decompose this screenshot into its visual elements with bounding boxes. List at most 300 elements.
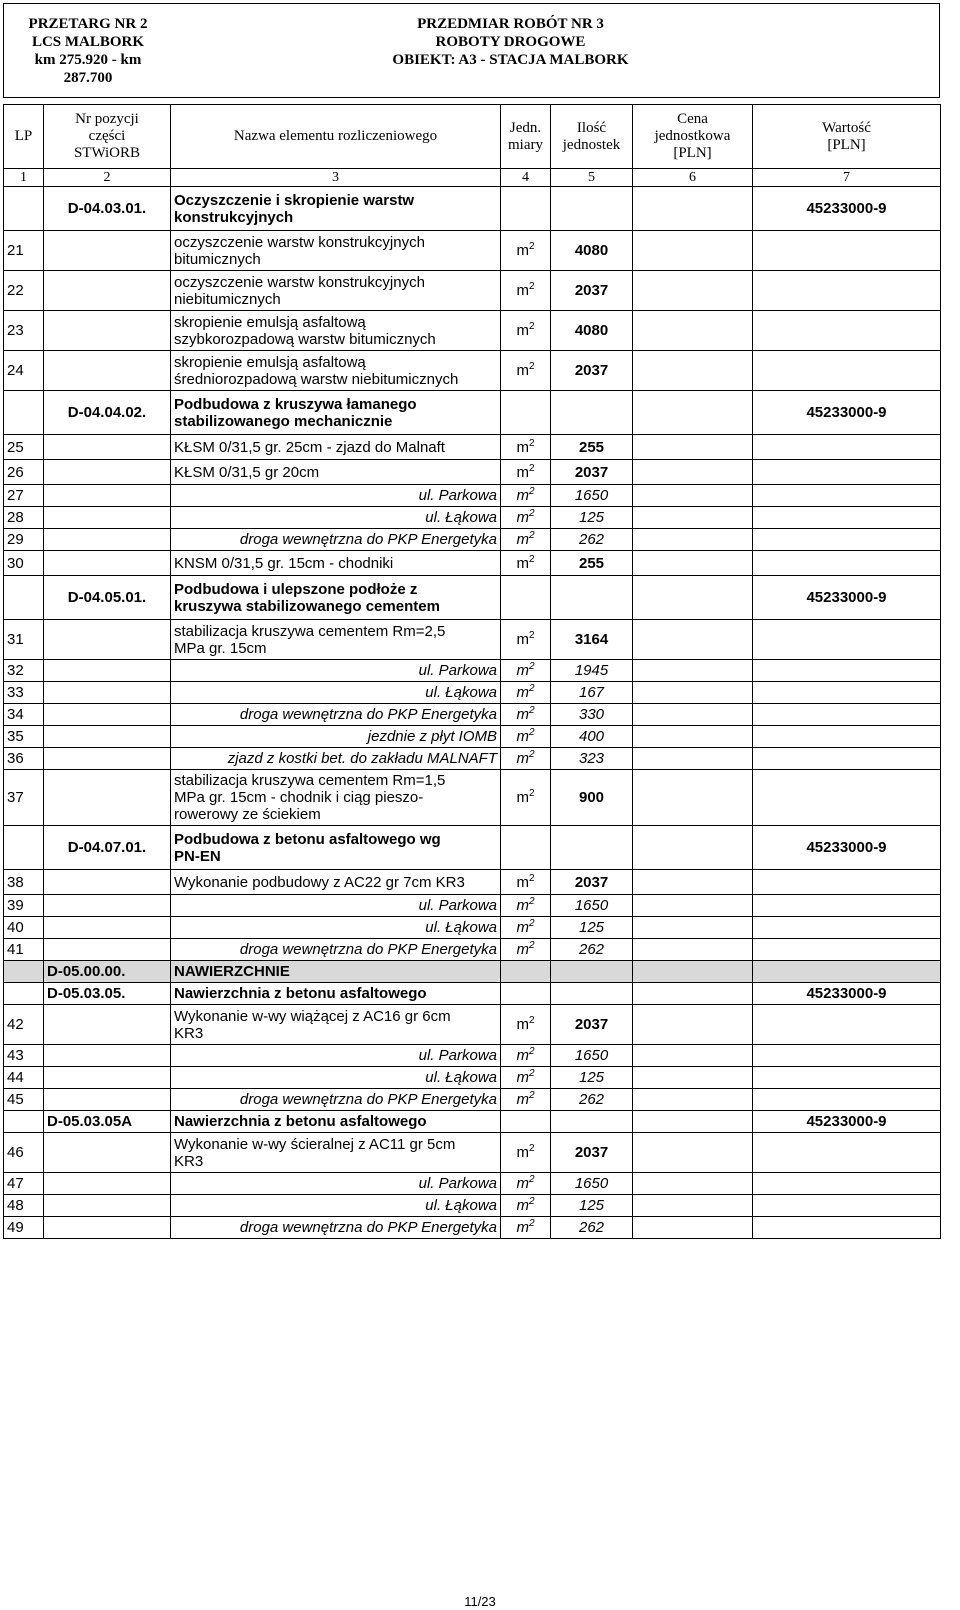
spec-cell	[44, 1089, 171, 1111]
item-name-line: ul. Parkowa	[418, 1175, 497, 1192]
spec-cell	[44, 770, 171, 826]
qty-cell	[551, 826, 633, 870]
spec-cell	[44, 1173, 171, 1195]
lp-number: 48	[7, 1197, 24, 1214]
price-cell	[633, 620, 753, 660]
item-name-line: Wykonanie w-wy wiążącej z AC16 gr 6cm	[174, 1007, 451, 1025]
spec-cell	[44, 682, 171, 704]
unit-label: m	[516, 728, 529, 745]
lp-cell	[4, 187, 44, 231]
spec-code-text: D-05.03.05A	[47, 1113, 133, 1130]
col-price-line: [PLN]	[673, 145, 712, 161]
unit-cell	[501, 1005, 551, 1045]
spec-code-text: D-04.07.01.	[67, 839, 147, 856]
spec-cell	[44, 311, 171, 351]
qty-value: 400	[578, 728, 605, 745]
unit-exponent: 2	[528, 1015, 535, 1026]
price-cell	[633, 1067, 753, 1089]
bill-of-quantities-table	[3, 104, 941, 1239]
item-name-line: Wykonanie w-wy ścieralnej z AC11 gr 5cm	[174, 1135, 456, 1153]
unit-label: m	[516, 1016, 529, 1033]
unit-cell	[501, 748, 551, 770]
unit-cell	[501, 983, 551, 1005]
col-spec-line: STWiORB	[73, 145, 141, 161]
item-name	[171, 435, 501, 460]
item-row	[4, 351, 941, 391]
qty-value: 255	[578, 438, 605, 456]
item-name-line: KR3	[174, 1152, 204, 1170]
unit-m2	[516, 1091, 534, 1108]
spec-cell	[44, 551, 171, 576]
spec-cell	[44, 726, 171, 748]
item-name-line: konstrukcyjnych	[174, 208, 294, 226]
unit-cell	[501, 1173, 551, 1195]
lp-cell	[4, 351, 44, 391]
value-cell	[753, 311, 941, 351]
unit-exponent: 2	[528, 553, 535, 565]
value-cell	[753, 1195, 941, 1217]
unit-label: m	[516, 919, 529, 936]
lp-number: 34	[7, 706, 24, 723]
qty-cell	[551, 1089, 633, 1111]
cpv-code	[753, 576, 941, 620]
unit-label: m	[516, 242, 529, 259]
item-name-line: ul. Parkowa	[418, 1047, 497, 1064]
lp-number: 24	[7, 362, 24, 379]
unit-m2	[516, 706, 534, 723]
qty-value: 125	[578, 1197, 605, 1214]
item-name	[171, 460, 501, 485]
value-cell	[753, 1173, 941, 1195]
item-name-line: średniorozpadową warstw niebitumicznych	[174, 370, 459, 388]
sub-item-row	[4, 1217, 941, 1239]
lp-cell	[4, 485, 44, 507]
lp-cell	[4, 507, 44, 529]
sub-item-row	[4, 529, 941, 551]
unit-cell	[501, 961, 551, 983]
price-cell	[633, 187, 753, 231]
spec-code	[44, 961, 171, 983]
unit-label: m	[516, 531, 529, 548]
item-name-line: KNSM 0/31,5 gr. 15cm - chodniki	[174, 554, 394, 572]
unit-cell	[501, 939, 551, 961]
value-cell	[753, 895, 941, 917]
item-name	[171, 870, 501, 895]
lp-cell	[4, 529, 44, 551]
unit-label: m	[516, 1219, 529, 1236]
sub-item-row	[4, 748, 941, 770]
sub-item-row	[4, 704, 941, 726]
value-cell	[753, 704, 941, 726]
lp-number: 31	[7, 631, 24, 648]
value-cell	[753, 435, 941, 460]
price-cell	[633, 1217, 753, 1239]
qty-value: 262	[578, 1091, 605, 1108]
item-name-line: ul. Łąkowa	[425, 684, 497, 701]
qty-value: 1650	[574, 1047, 609, 1064]
price-cell	[633, 826, 753, 870]
price-cell	[633, 271, 753, 311]
item-name-line: zjazd z kostki bet. do zakładu MALNAFT	[227, 750, 497, 767]
price-cell	[633, 551, 753, 576]
unit-exponent: 2	[528, 918, 535, 929]
price-cell	[633, 983, 753, 1005]
col-price-line: jednostkowa	[654, 128, 731, 144]
price-cell	[633, 1111, 753, 1133]
price-cell	[633, 231, 753, 271]
unit-label: m	[516, 662, 529, 679]
sub-item-row	[4, 895, 941, 917]
unit-exponent: 2	[528, 705, 535, 716]
spec-code	[44, 983, 171, 1005]
qty-cell	[551, 1067, 633, 1089]
item-name-line: niebitumicznych	[174, 290, 281, 308]
lp-cell	[4, 1217, 44, 1239]
unit-label: m	[516, 1069, 529, 1086]
unit-label: m	[516, 362, 529, 379]
lp-number: 27	[7, 487, 24, 504]
qty-value: 330	[578, 706, 605, 723]
lp-number: 40	[7, 919, 24, 936]
qty-cell	[551, 983, 633, 1005]
item-row	[4, 1133, 941, 1173]
unit-exponent: 2	[528, 462, 535, 474]
qty-value: 2037	[574, 873, 609, 891]
qty-cell	[551, 748, 633, 770]
spec-cell	[44, 460, 171, 485]
value-cell	[753, 870, 941, 895]
lp-number: 30	[7, 554, 24, 572]
item-name-line: droga wewnętrzna do PKP Energetyka	[239, 1219, 497, 1236]
item-name	[171, 351, 501, 391]
lp-cell	[4, 576, 44, 620]
unit-cell	[501, 551, 551, 576]
item-name-line: droga wewnętrzna do PKP Energetyka	[239, 941, 497, 958]
column-number-row	[4, 169, 941, 187]
unit-exponent: 2	[528, 1174, 535, 1185]
cpv-code-text: 45233000-9	[806, 589, 887, 606]
value-cell	[753, 620, 941, 660]
spec-cell	[44, 620, 171, 660]
qty-cell	[551, 435, 633, 460]
lp-number: 28	[7, 509, 24, 526]
unit-exponent: 2	[528, 788, 535, 799]
item-name	[171, 939, 501, 961]
item-row	[4, 311, 941, 351]
lp-number: 47	[7, 1175, 24, 1192]
item-name-line: KŁSM 0/31,5 gr 20cm	[174, 463, 320, 481]
unit-m2	[516, 1047, 534, 1064]
qty-value: 1650	[574, 487, 609, 504]
price-cell	[633, 704, 753, 726]
lp-cell	[4, 1067, 44, 1089]
price-cell	[633, 351, 753, 391]
lp-number: 25	[7, 438, 24, 456]
unit-label: m	[516, 1175, 529, 1192]
unit-label: m	[516, 463, 529, 481]
sub-item-row	[4, 682, 941, 704]
unit-exponent: 2	[528, 896, 535, 907]
unit-m2	[516, 464, 534, 481]
col-number: 1	[4, 169, 44, 187]
lp-number: 26	[7, 463, 24, 481]
qty-cell	[551, 311, 633, 351]
unit-label: m	[516, 897, 529, 914]
value-cell	[753, 726, 941, 748]
item-name-line: stabilizacja kruszywa cementem Rm=1,5	[174, 772, 446, 789]
unit-exponent: 2	[528, 940, 535, 951]
item-name-line: MPa gr. 15cm	[174, 639, 267, 657]
unit-cell	[501, 826, 551, 870]
unit-exponent: 2	[528, 872, 535, 884]
lp-number: 49	[7, 1219, 24, 1236]
item-row	[4, 271, 941, 311]
unit-cell	[501, 770, 551, 826]
document-title	[172, 4, 939, 97]
item-name-line: KŁSM 0/31,5 gr. 25cm - zjazd do Malnaft	[174, 438, 445, 456]
unit-cell	[501, 485, 551, 507]
lp-number: 35	[7, 728, 24, 745]
spec-code	[44, 826, 171, 870]
unit-m2	[516, 897, 534, 914]
price-cell	[633, 895, 753, 917]
item-name	[171, 1067, 501, 1089]
lp-number: 41	[7, 941, 24, 958]
unit-cell	[501, 311, 551, 351]
unit-m2	[516, 487, 534, 504]
spec-code-text: D-04.03.01.	[67, 200, 147, 217]
item-name-line: ul. Łąkowa	[425, 1069, 497, 1086]
qty-cell	[551, 870, 633, 895]
cpv-code-text: 45233000-9	[806, 200, 887, 217]
unit-m2	[516, 362, 534, 379]
lp-cell	[4, 726, 44, 748]
title-line: ROBOTY DROGOWE	[435, 34, 586, 50]
item-name-line: skropienie emulsją asfaltową	[174, 313, 366, 331]
sub-item-row	[4, 1173, 941, 1195]
qty-value: 262	[578, 1219, 605, 1236]
item-name	[171, 748, 501, 770]
qty-value: 125	[578, 1069, 605, 1086]
spec-cell	[44, 939, 171, 961]
price-cell	[633, 1045, 753, 1067]
section-row	[4, 576, 941, 620]
spec-cell	[44, 485, 171, 507]
unit-label: m	[516, 487, 529, 504]
spec-cell	[44, 870, 171, 895]
unit-cell	[501, 435, 551, 460]
unit-exponent: 2	[528, 486, 535, 497]
col-spec-line: części	[88, 128, 126, 144]
unit-cell	[501, 682, 551, 704]
lp-cell	[4, 1133, 44, 1173]
section-title	[171, 576, 501, 620]
spec-code	[44, 187, 171, 231]
unit-m2	[516, 1016, 534, 1033]
qty-cell	[551, 1195, 633, 1217]
section-row	[4, 391, 941, 435]
lp-cell	[4, 311, 44, 351]
price-cell	[633, 917, 753, 939]
tender-line: 287.700	[63, 70, 113, 86]
qty-value: 323	[578, 750, 605, 767]
lp-cell	[4, 1089, 44, 1111]
spec-code	[44, 391, 171, 435]
qty-cell	[551, 551, 633, 576]
item-name-line: jezdnie z płyt IOMB	[367, 728, 497, 745]
unit-exponent: 2	[528, 1090, 535, 1101]
qty-value: 1945	[574, 662, 609, 679]
qty-cell	[551, 961, 633, 983]
section-row	[4, 1111, 941, 1133]
unit-exponent: 2	[528, 630, 535, 641]
unit-cell	[501, 271, 551, 311]
lp-number: 23	[7, 322, 24, 339]
qty-cell	[551, 1045, 633, 1067]
unit-m2	[516, 728, 534, 745]
spec-cell	[44, 507, 171, 529]
tender-line: PRZETARG NR 2	[28, 16, 148, 32]
value-cell	[753, 485, 941, 507]
unit-m2	[516, 684, 534, 701]
col-number: 2	[44, 169, 171, 187]
col-price-line: Cena	[677, 111, 708, 127]
item-row	[4, 770, 941, 826]
unit-m2	[516, 322, 534, 339]
price-cell	[633, 311, 753, 351]
unit-cell	[501, 231, 551, 271]
item-name-line: skropienie emulsją asfaltową	[174, 353, 366, 371]
unit-m2	[516, 1069, 534, 1086]
cpv-code	[753, 983, 941, 1005]
unit-cell	[501, 1045, 551, 1067]
lp-cell	[4, 231, 44, 271]
unit-label: m	[516, 631, 529, 648]
lp-cell	[4, 1195, 44, 1217]
unit-exponent: 2	[528, 683, 535, 694]
col-value-header	[753, 105, 941, 169]
qty-cell	[551, 726, 633, 748]
item-row	[4, 1005, 941, 1045]
unit-exponent: 2	[528, 361, 535, 372]
qty-cell	[551, 391, 633, 435]
lp-cell	[4, 870, 44, 895]
item-name	[171, 704, 501, 726]
cpv-code	[753, 391, 941, 435]
item-name-line: oczyszczenie warstw konstrukcyjnych	[174, 273, 425, 291]
qty-cell	[551, 1217, 633, 1239]
price-cell	[633, 529, 753, 551]
lp-number: 43	[7, 1047, 24, 1064]
value-cell	[753, 1089, 941, 1111]
value-cell	[753, 1067, 941, 1089]
unit-m2	[516, 789, 534, 806]
unit-exponent: 2	[528, 241, 535, 252]
qty-cell	[551, 917, 633, 939]
lp-cell	[4, 1045, 44, 1067]
lp-number: 21	[7, 242, 24, 259]
lp-number: 36	[7, 750, 24, 767]
item-name-line: kruszywa stabilizowanego cementem	[174, 597, 440, 615]
unit-cell	[501, 576, 551, 620]
cpv-code-text: 45233000-9	[806, 404, 887, 421]
col-number: 5	[551, 169, 633, 187]
section-title	[171, 187, 501, 231]
unit-cell	[501, 620, 551, 660]
item-name	[171, 726, 501, 748]
item-name	[171, 1005, 501, 1045]
value-cell	[753, 1005, 941, 1045]
unit-m2	[516, 509, 534, 526]
col-unit-line: miary	[508, 136, 543, 153]
qty-cell	[551, 460, 633, 485]
unit-m2	[516, 439, 534, 456]
qty-cell	[551, 895, 633, 917]
spec-cell	[44, 917, 171, 939]
section-row	[4, 187, 941, 231]
unit-exponent: 2	[528, 1068, 535, 1079]
page-number: 11/23	[464, 1594, 496, 1609]
item-name	[171, 895, 501, 917]
value-cell	[753, 271, 941, 311]
item-name	[171, 507, 501, 529]
qty-cell	[551, 187, 633, 231]
qty-cell	[551, 507, 633, 529]
qty-value: 2037	[574, 362, 609, 379]
lp-number: 39	[7, 897, 24, 914]
spec-code-text: D-04.04.02.	[67, 404, 147, 421]
item-row	[4, 231, 941, 271]
sub-item-row	[4, 726, 941, 748]
unit-exponent: 2	[528, 727, 535, 738]
title-line: PRZEDMIAR ROBÓT NR 3	[417, 16, 604, 32]
lp-cell	[4, 826, 44, 870]
item-name	[171, 529, 501, 551]
qty-value: 4080	[574, 242, 609, 259]
item-name-line: Podbudowa i ulepszone podłoże z	[174, 580, 418, 598]
qty-value: 4080	[574, 322, 609, 339]
col-qty-line: Ilość	[576, 119, 607, 136]
unit-m2	[516, 1219, 534, 1236]
qty-value: 1650	[574, 1175, 609, 1192]
lp-number: 32	[7, 662, 24, 679]
section-row	[4, 983, 941, 1005]
sub-item-row	[4, 507, 941, 529]
qty-cell	[551, 704, 633, 726]
item-name-line: Nawierzchnia z betonu asfaltowego	[174, 985, 427, 1002]
unit-m2	[516, 941, 534, 958]
item-name-line: ul. Łąkowa	[425, 1197, 497, 1214]
price-cell	[633, 1173, 753, 1195]
qty-cell	[551, 231, 633, 271]
unit-cell	[501, 1133, 551, 1173]
spec-cell	[44, 1045, 171, 1067]
spec-cell	[44, 1005, 171, 1045]
unit-cell	[501, 704, 551, 726]
item-name	[171, 682, 501, 704]
item-row	[4, 460, 941, 485]
value-cell	[753, 1217, 941, 1239]
unit-m2	[516, 555, 534, 572]
qty-value: 125	[578, 919, 605, 936]
price-cell	[633, 939, 753, 961]
qty-value: 2037	[574, 1016, 609, 1033]
cpv-code	[753, 961, 941, 983]
item-name	[171, 770, 501, 826]
chapter-row	[4, 961, 941, 983]
unit-exponent: 2	[528, 530, 535, 541]
item-name	[171, 551, 501, 576]
